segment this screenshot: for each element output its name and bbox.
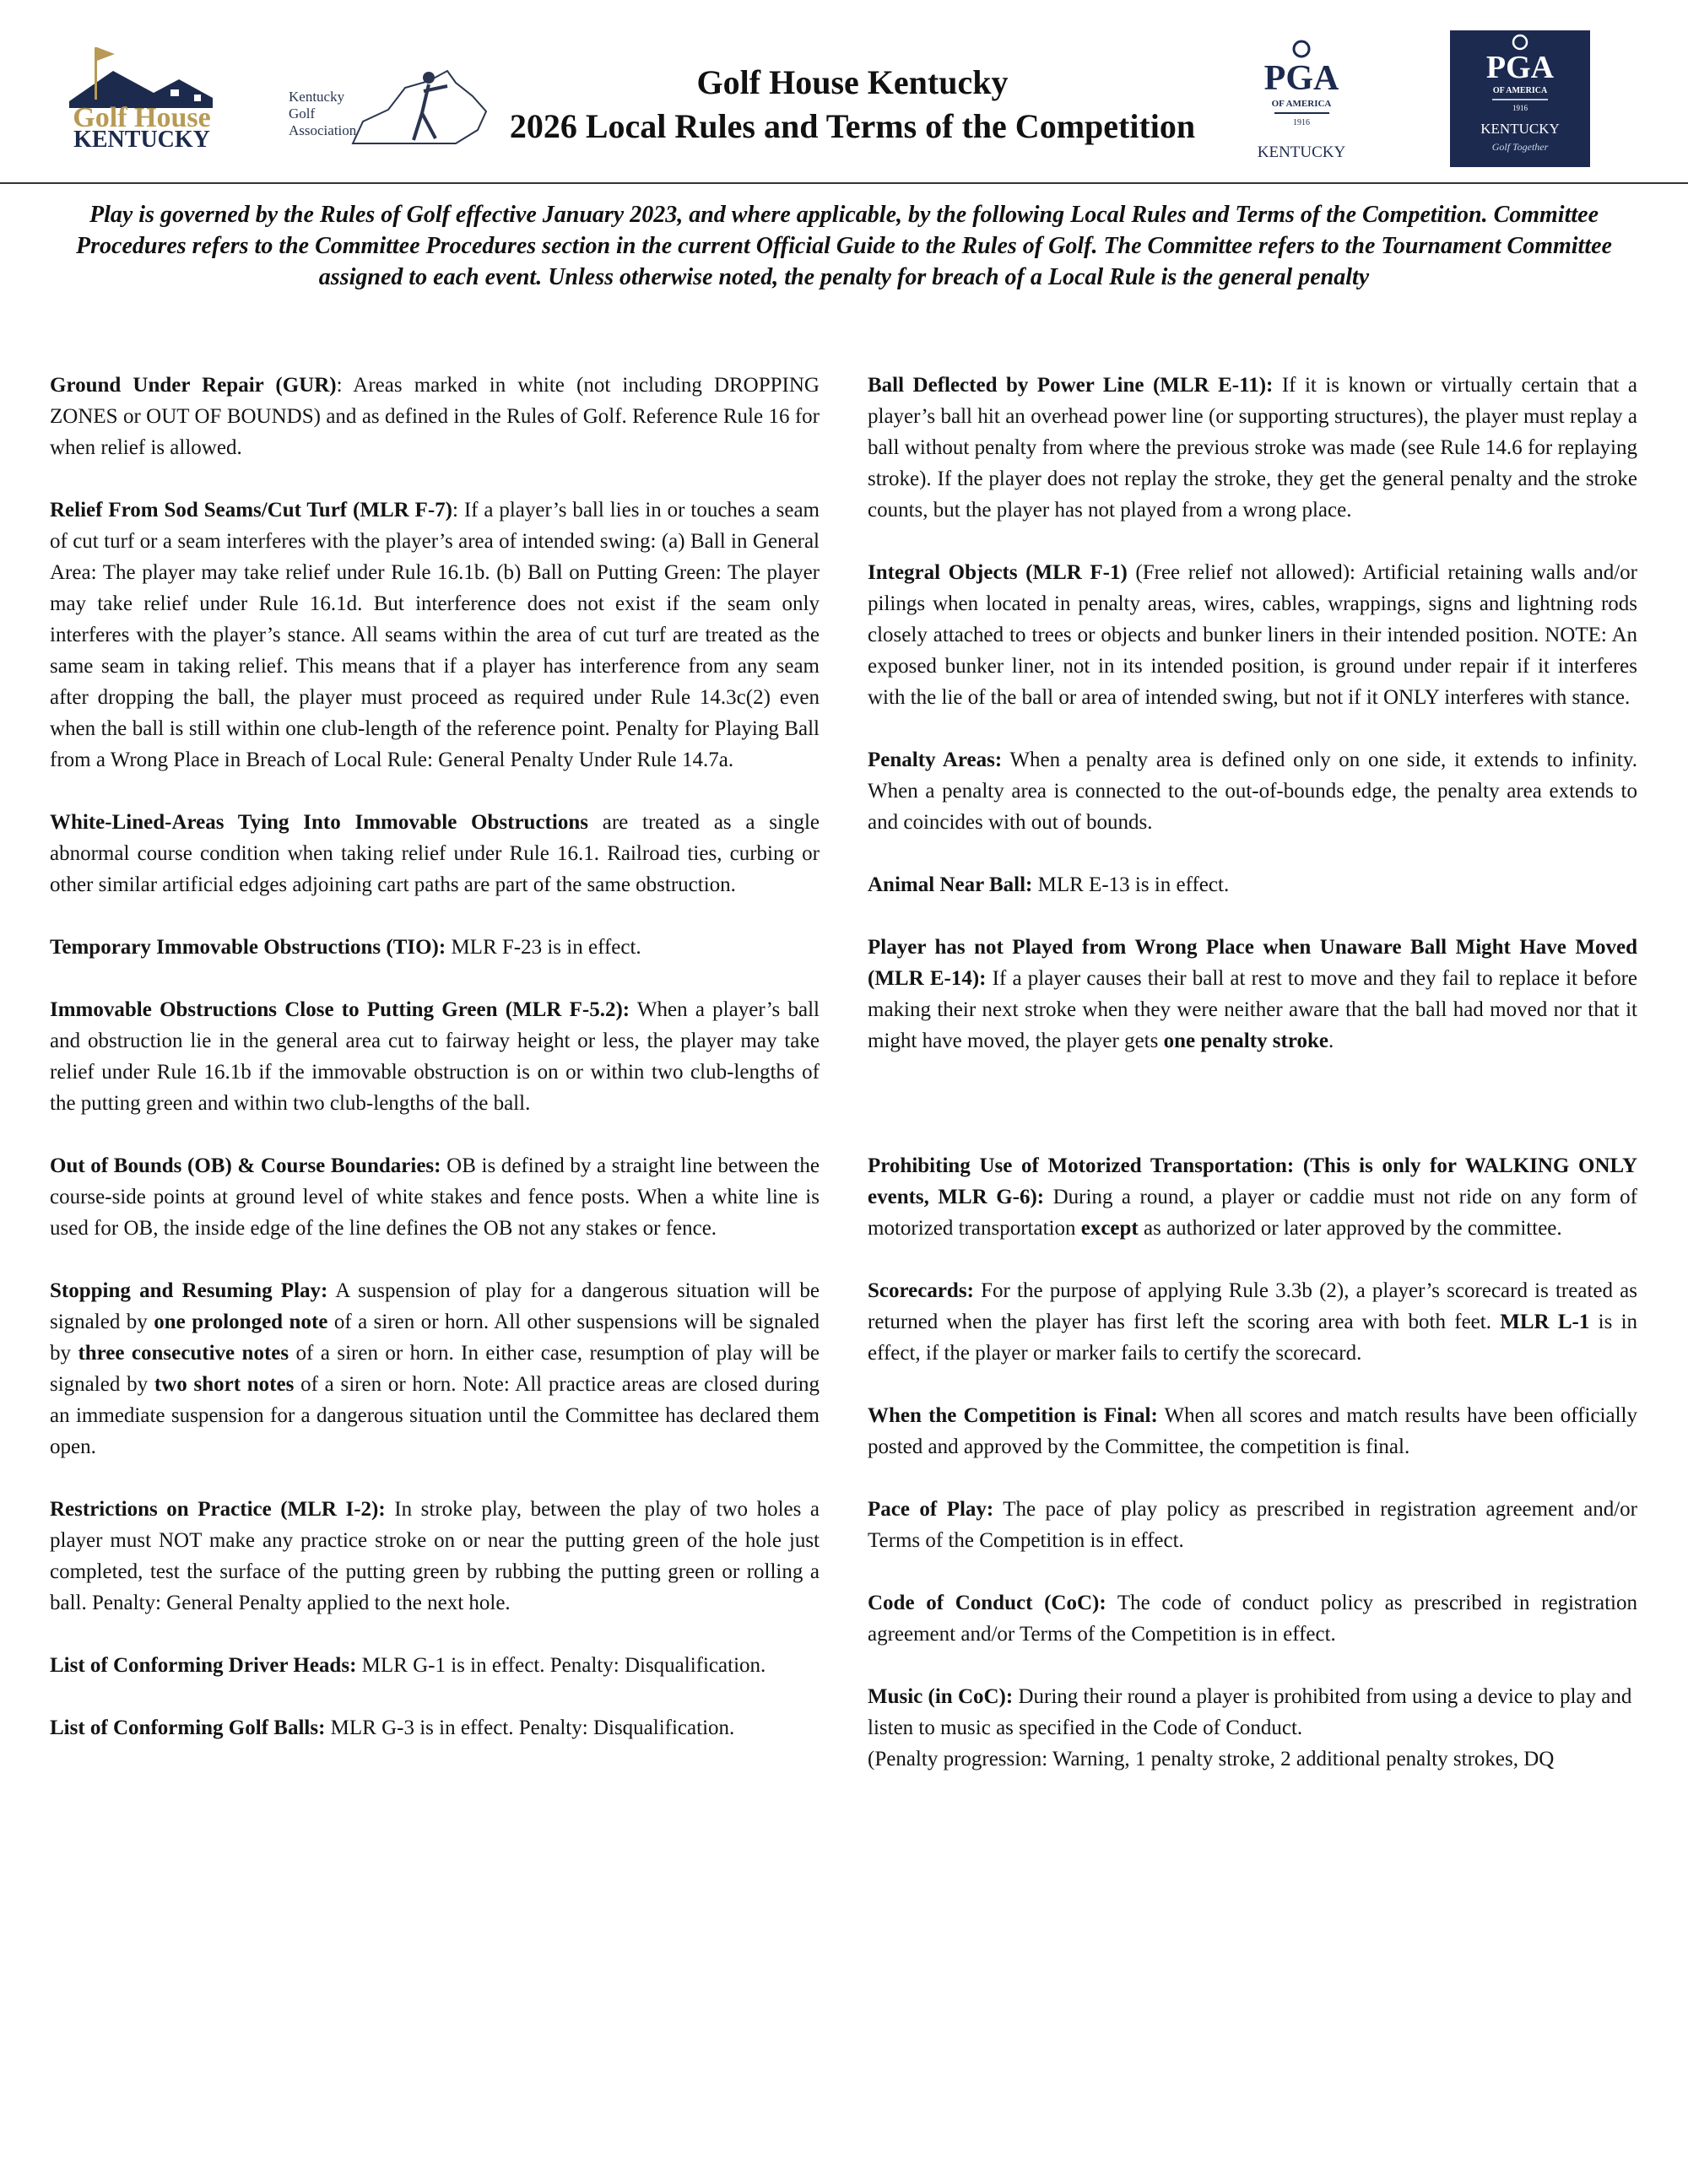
svg-text:1916: 1916 [1293, 118, 1310, 127]
rule-animal-near-ball: Animal Near Ball: MLR E-13 is in effect. [868, 873, 1230, 896]
svg-text:KENTUCKY: KENTUCKY [1257, 143, 1346, 161]
rule-pace-of-play: Pace of Play: The pace of play policy as prescribed in registration agreement and/or Terms of the Competition is in effect. [868, 1498, 1637, 1552]
document-header [0, 0, 1688, 184]
svg-text:Kentucky: Kentucky [289, 89, 345, 105]
title-line-2: 2026 Local Rules and Terms of the Competition [509, 107, 1196, 145]
rule-obstructions-near-green: Immovable Obstructions Close to Putting Green (MLR F-5.2): When a player’s ball and obstruction lie in the general area cut to fairway height or less, the player may take relief under Rule 16.1b if the immovable obstruction is on or within two club-lengths of the putting green and within two club-lengths of the ball. [50, 998, 820, 1115]
rule-ground-under-repair: Ground Under Repair (GUR): Areas marked in white (not including DROPPING ZONES or OUT OF BOUNDS) and as defined in the Rules of Golf. Reference Rule 16 for when relief is allowed. [50, 374, 820, 459]
svg-text:KENTUCKY: KENTUCKY [73, 127, 210, 147]
pga-kentucky-logo [1249, 37, 1355, 164]
music-penalty-progression: (Penalty progression: Warning, 1 penalty stroke, 2 additional penalty strokes, DQ [868, 1748, 1555, 1770]
rule-conforming-golf-balls: List of Conforming Golf Balls: MLR G-3 is in effect. Penalty: Disqualification. [50, 1716, 735, 1739]
rule-wrong-place-ball-moved: Player has not Played from Wrong Place when Unaware Ball Might Have Moved (MLR E-14): If a player causes their ball at rest to move and they fail to replace it before making their next stroke when they were neither aware that the ball had moved nor that it might have moved, the player gets one penalty stroke. [868, 936, 1637, 1052]
rule-restrictions-on-practice: Restrictions on Practice (MLR I-2): In stroke play, between the play of two holes a player must NOT make any practice stroke on or near the putting green of the hole just completed, test the surface of the putting green by rubbing the putting green or rolling a ball. Penalty: General Penalty applied to the next hole. [50, 1498, 820, 1614]
rule-conforming-driver-heads: List of Conforming Driver Heads: MLR G-1 is in effect. Penalty: Disqualification. [50, 1654, 766, 1677]
rule-motorized-transportation: Prohibiting Use of Motorized Transportation: (This is only for WALKING ONLY events, MLR G-6): During a round, a player or caddie must not ride on any form of motorized transportation except as authorized or later approved by the committee. [868, 1154, 1638, 1240]
column-spacer [868, 1088, 1637, 1150]
kentucky-golf-association-logo [287, 62, 490, 157]
svg-text:PGA: PGA [1485, 50, 1555, 85]
svg-text:Golf House: Golf House [73, 102, 211, 133]
pga-kentucky-badge-logo [1450, 30, 1590, 167]
golf-house-kentucky-logo [44, 42, 240, 147]
rule-white-lined-areas: White-Lined-Areas Tying Into Immovable Obstructions are treated as a single abnormal course condition when taking relief under Rule 16.1. Railroad ties, curbing or other similar artificial edges adjoining cart paths are part of the same obstruction. [50, 811, 820, 896]
right-column [868, 370, 1637, 1806]
rule-penalty-areas: Penalty Areas: When a penalty area is defined only on one side, it extends to infinity. When a penalty area is connected to the out-of-bounds edge, the penalty area extends to and coincides with out of bounds. [868, 749, 1637, 834]
rule-stopping-resuming-play: Stopping and Resuming Play: A suspension of play for a dangerous situation will be signaled by one prolonged note of a siren or horn. All other suspensions will be signaled by three consecutive notes of a siren or horn. In either case, resumption of play will be signaled by two short notes of a siren or horn. Note: All practice areas are closed during an immediate suspension for a dangerous situation until the Committee has declared them open. [50, 1279, 820, 1458]
rule-scorecards: Scorecards: For the purpose of applying Rule 3.3b (2), a player’s scorecard is treated as returned when the player has first left the scoring area with both feet. MLR L-1 is in effect, if the player or marker fails to certify the scorecard. [868, 1279, 1638, 1365]
svg-text:Golf Together: Golf Together [1491, 141, 1549, 153]
intro-statement: Play is governed by the Rules of Golf effective January 2023, and where applicable, by the following Local Rules and Terms of the Competition. Committee Procedures refers to the Committee Procedures section in the current Official Guide to the Rules of Golf. The Committee refers to the Tournament Committee assigned to each event. Unless otherwise noted, the penalty for breach of a Local Rule is the general penalty [76, 202, 1612, 290]
title-line-1: Golf House Kentucky [696, 63, 1009, 101]
rule-integral-objects: Integral Objects (MLR F-1) (Free relief not allowed): Artificial retaining walls and/or pilings when located in penalty areas, wires, cables, wrappings, signs and lightning rods closely attached to trees or objects and bunker liners in their intended position. NOTE: An exposed bunker liner, not in its intended position, is ground under repair if it interferes with the lie of the ball or area of intended swing, but not if it ONLY interferes with stance. [868, 561, 1638, 709]
rule-power-line: Ball Deflected by Power Line (MLR E-11): If it is known or virtually certain that a player’s ball hit an overhead power line (or supporting structures), the player must replay a ball without penalty from where the previous stroke was made (see Rule 14.6 for replaying stroke). If the player does not replay the stroke, they get the general penalty and the stroke counts, but the player has not played from a wrong place. [868, 374, 1638, 522]
rule-code-of-conduct: Code of Conduct (CoC): The code of conduct policy as prescribed in registration agreement and/or Terms of the Competition is in effect. [868, 1592, 1637, 1646]
svg-text:1916: 1916 [1512, 104, 1528, 112]
left-column [50, 370, 820, 1775]
svg-text:Golf: Golf [289, 105, 316, 122]
header-divider [0, 182, 1688, 184]
rule-competition-final: When the Competition is Final: When all scores and match results have been officially posted and approved by the Committee, the competition is final. [868, 1404, 1637, 1458]
rule-sod-seams: Relief From Sod Seams/Cut Turf (MLR F-7): If a player’s ball lies in or touches a seam of cut turf or a seam interferes with the player’s area of intended swing: (a) Ball in General Area: The player may take relief under Rule 16.1b. (b) Ball on Putting Green: The player may take relief under Rule 16.1d. But interference does not exist if the seam only interferes with the player’s stance. All seams within the area of cut turf are treated as the same seam in taking relief. This means that if a player has interference from any seam after dropping the ball, the player must proceed as required under Rule 14.3c(2) even when the ball is still within one club-length of the reference point. Penalty for Playing Ball from a Wrong Place in Breach of Local Rule: General Penalty Under Rule 14.7a. [50, 499, 820, 771]
rule-music: Music (in CoC): During their round a player is prohibited from using a device to play and listen to music as specified in the Code of Conduct. (Penalty progression: Warning, 1 penalty stroke, 2 additional penalty strokes, DQ [868, 1685, 1632, 1770]
svg-text:OF AMERICA: OF AMERICA [1492, 86, 1548, 95]
svg-text:PGA: PGA [1263, 59, 1339, 98]
rule-out-of-bounds: Out of Bounds (OB) & Course Boundaries: OB is defined by a straight line between the course-side points at ground level of white stakes and fence posts. When a white line is used for OB, the inside edge of the line defines the OB not any stakes or fence. [50, 1154, 820, 1240]
document-title [481, 61, 1224, 149]
svg-text:KENTUCKY: KENTUCKY [1480, 121, 1560, 137]
svg-text:Association: Association [289, 122, 357, 138]
svg-text:OF AMERICA: OF AMERICA [1271, 99, 1332, 109]
rule-temporary-obstructions: Temporary Immovable Obstructions (TIO): MLR F-23 is in effect. [50, 936, 641, 959]
